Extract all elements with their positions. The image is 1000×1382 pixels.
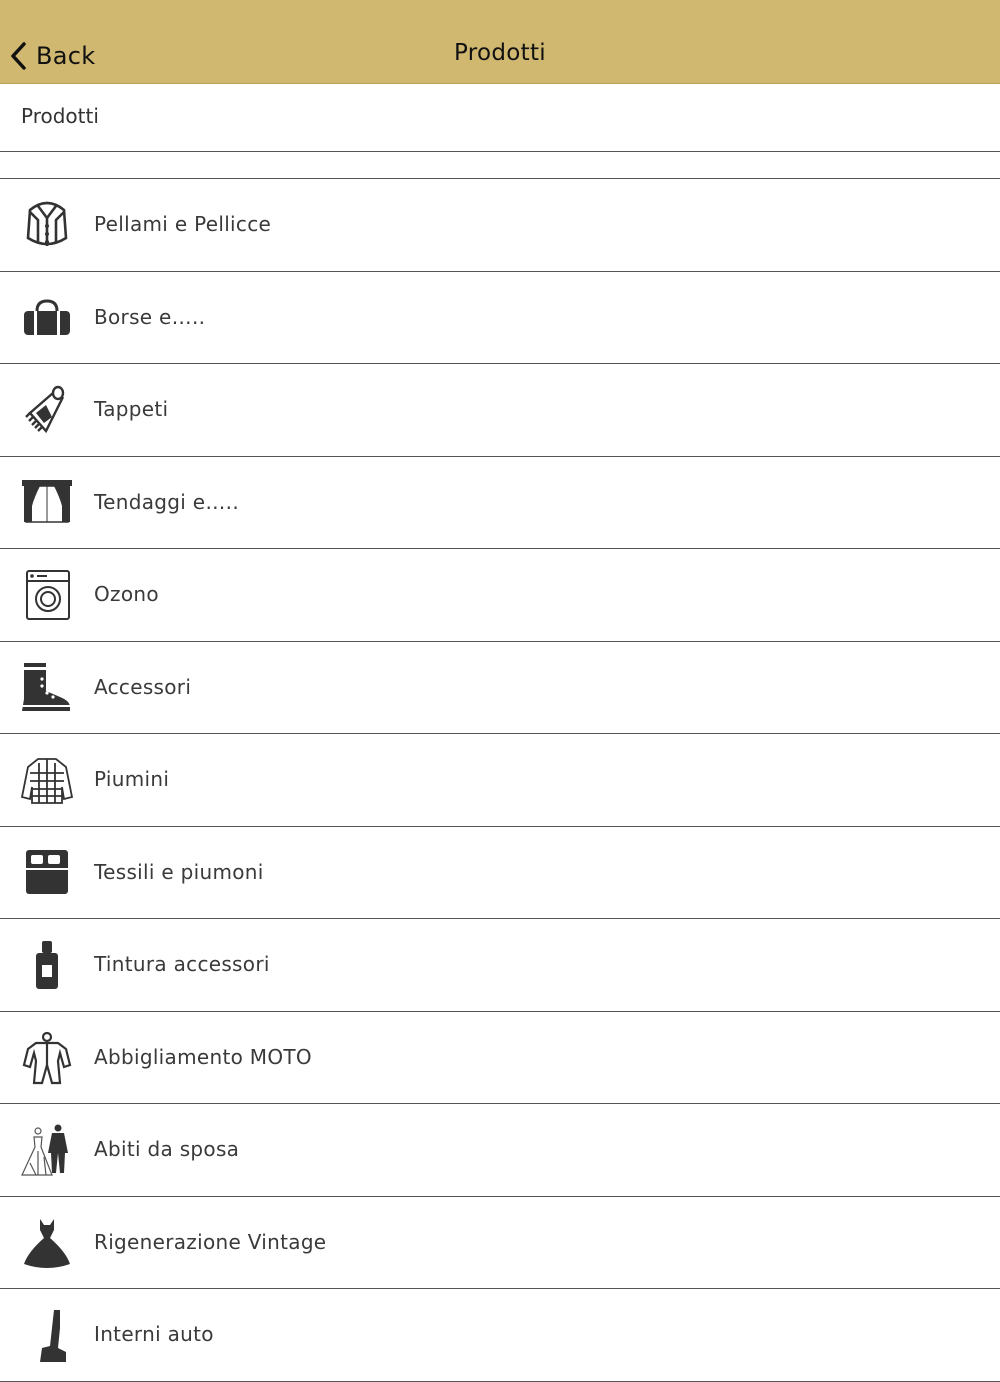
product-list [0,179,1000,1382]
list-item[interactable] [0,734,1000,827]
washing-machine-icon [20,568,74,622]
curtains-icon [20,476,74,530]
dye-bottle-icon [20,938,74,992]
list-item[interactable] [0,1197,1000,1290]
list-item[interactable] [0,1104,1000,1197]
bed-icon [20,846,74,900]
back-label: Back [36,42,96,70]
list-item[interactable] [0,642,1000,735]
section-header-label: Prodotti [21,104,99,128]
boot-icon [20,661,74,715]
list-item[interactable] [0,1289,1000,1382]
moto-suit-icon [20,1031,74,1085]
list-item[interactable] [0,827,1000,920]
list-item[interactable] [0,179,1000,272]
list-item[interactable] [0,457,1000,550]
rug-icon [20,383,74,437]
down-jacket-icon [20,753,74,807]
list-item-label: Tessili e piumoni [94,859,264,884]
list-item-label: Ozono [94,582,159,606]
section-spacer [0,152,1000,179]
leather-jacket-icon [20,198,74,252]
section-header [0,84,1000,152]
list-item[interactable] [0,549,1000,642]
car-seat-icon [20,1308,74,1362]
list-item[interactable] [0,919,1000,1012]
nav-bar [0,0,1000,84]
list-item-label: Abbigliamento MOTO [94,1044,312,1069]
list-item-label: Tappeti [94,397,169,421]
list-item[interactable] [0,1012,1000,1105]
list-item[interactable] [0,364,1000,457]
list-item-label: Piumini [94,767,170,791]
list-item-label: Interni auto [94,1322,214,1346]
list-item-label: Tendaggi e….. [94,489,239,514]
wedding-dress-icon [20,1123,74,1177]
list-item-label: Accessori [94,674,192,699]
list-item-label: Abiti da sposa [94,1137,240,1161]
list-item-label: Borse e….. [94,304,206,329]
page-title: Prodotti [454,40,546,66]
list-item-label: Tintura accessori [94,952,270,976]
list-item-label: Pellami e Pellicce [94,212,272,236]
list-item[interactable] [0,272,1000,365]
list-item-label: Rigenerazione Vintage [94,1229,327,1254]
bag-icon [20,291,74,345]
vintage-dress-icon [20,1216,74,1270]
